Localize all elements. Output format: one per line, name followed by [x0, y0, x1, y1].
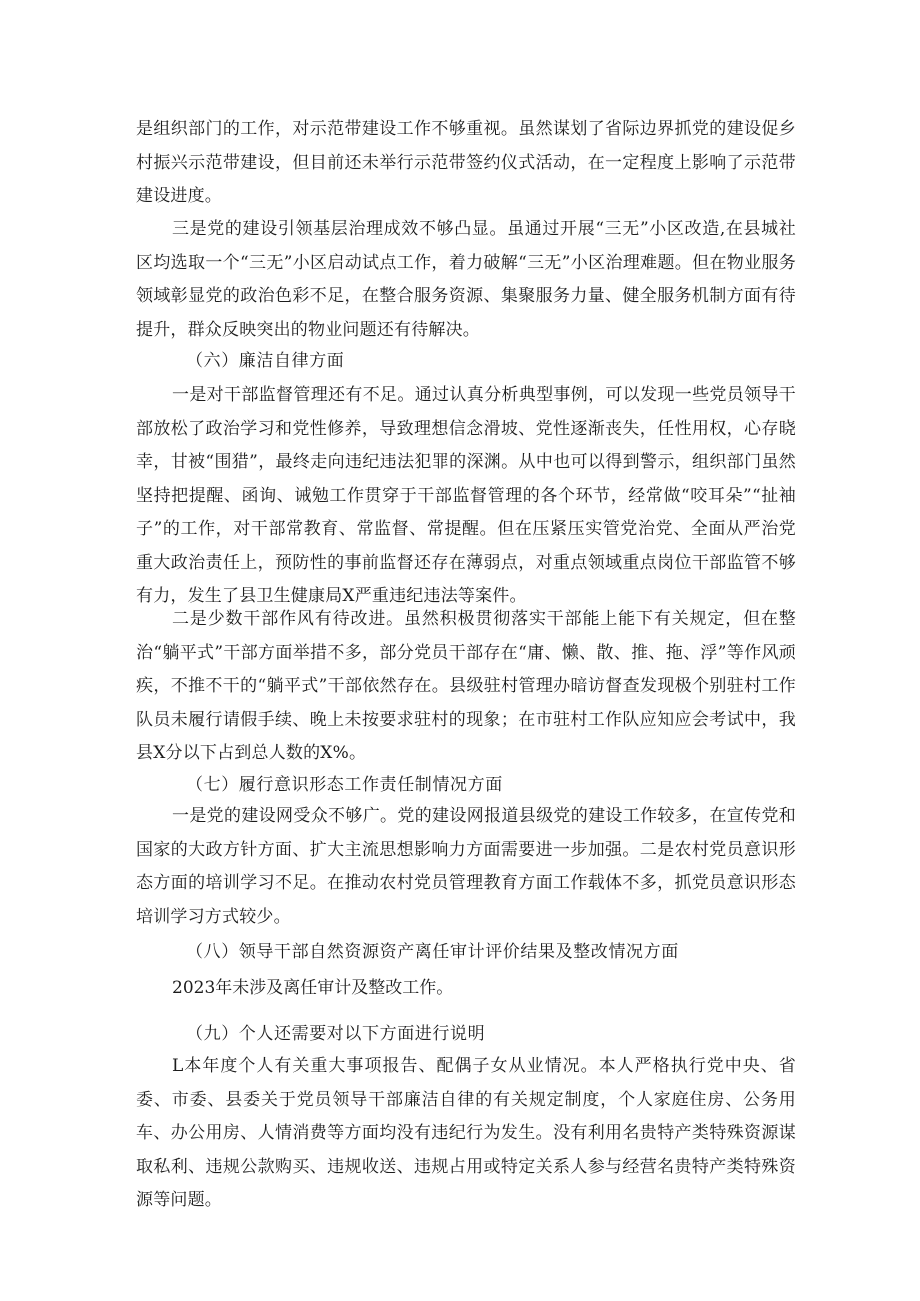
paragraph-grassroots-governance: 三是党的建设引领基层治理成效不够凸显。虽通过开展“三无”小区改造,在县城社区均选取一个“三无”小区启动试点工作，着力破解“三无”小区治理难题。但在物业服务领域彰显党的政治色彩不足，在整合服务资源、集聚服务力量、健全服务机制方面有待提升，群众反映突出的物业问题还有待解决。: [136, 219, 796, 340]
paragraph-audit-status: 2023年未涉及离任审计及整改工作。: [172, 978, 454, 998]
paragraph-cadre-work-style: 二是少数干部作风有待改进。虽然积极贯彻落实干部能上能下有关规定，但在整治“躺平式”干部方面举措不多，部分党员干部存在“庸、懒、散、推、拖、浮”等作风顽疾，不推不干的“躺平式”干部依然存在。县级驻村管理办暗访督查发现极个别驻村工作队员未履行请假手续、晚上未按要求驻村的现象；在市驻村工作队应知应会考试中，我县X分以下占到总人数的X%。: [136, 609, 796, 763]
paragraph-personal-matters: L本年度个人有关重大事项报告、配偶子女从业情况。本人严格执行党中央、省委、市委、县委关于党员领导干部廉洁自律的有关规定制度，个人家庭住房、公务用车、办公用房、人情消费等方面均没有违纪行为发生。没有利用名贵特产类特殊资源谋取私利、违规公款购买、违规收送、违规占用或特定关系人参与经营名贵特产类特殊资源等问题。: [136, 1056, 796, 1210]
heading-ideology-responsibility: （七）履行意识形态工作责任制情况方面: [186, 775, 503, 795]
heading-departure-audit: （八）领导干部自然资源资产离任审计评价结果及整改情况方面: [186, 942, 679, 962]
paragraph-party-website-training: 一是党的建设网受众不够广。党的建设网报道县级党的建设工作较多，在宣传党和国家的大政方针方面、扩大主流思想影响力方面需要进一步加强。二是农村党员意识形态方面的培训学习不足。在推动农村党员管理教育方面工作载体不多，抓党员意识形态培训学习方式较少。: [136, 806, 796, 927]
paragraph-cadre-supervision: 一是对干部监督管理还有不足。通过认真分析典型事例，可以发现一些党员领导干部放松了政治学习和党性修养，导致理想信念滑坡、党性逐渐丧失，任性用权，心存晓幸，甘被“围猎”，最终走向违纪违法犯罪的深渊。从中也可以得到警示，组织部门虽然坚持把提醒、函询、诫勉工作贯穿于干部监督管理的各个环节，经常做“咬耳朵”“扯袖子”的工作，对干部常教育、常监督、常提醒。但在压紧压实管党治党、全面从严治党重大政治责任上，预防性的事前监督还存在薄弱点，对重点领域重点岗位干部监管不够有力，发生了县卫生健康局X严重违纪违法等案件。: [136, 385, 796, 606]
heading-personal-explanation: （九）个人还需要对以下方面进行说明: [186, 1024, 486, 1044]
paragraph-demonstration-belt: 是组织部门的工作，对示范带建设工作不够重视。虽然谋划了省际边界抓党的建设促乡村振兴示范带建设，但目前还未举行示范带签约仪式活动，在一定程度上影响了示范带建设进度。: [136, 119, 796, 206]
heading-integrity-self-discipline: （六）廉洁自律方面: [186, 351, 345, 371]
